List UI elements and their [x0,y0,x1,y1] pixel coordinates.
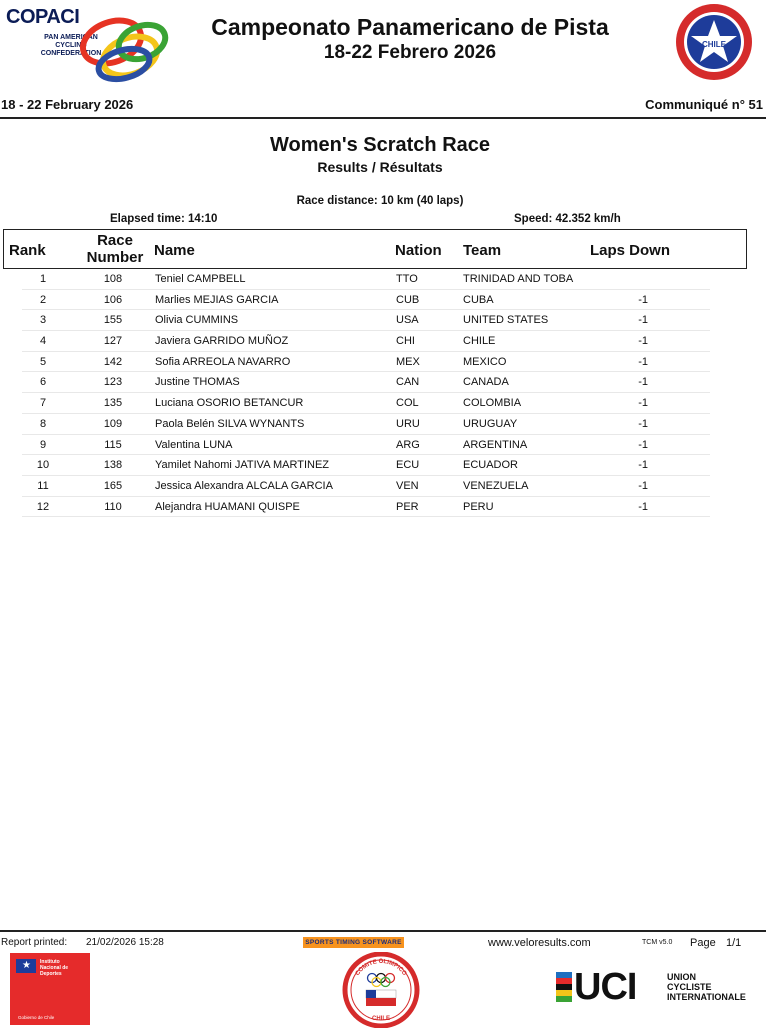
uci-name-line: CYCLISTE [667,982,712,992]
page-label: Page [690,937,716,949]
cell-rank: 8 [39,417,47,430]
cell-rank: 5 [39,355,47,368]
report-printed-label: Report printed: [1,937,68,948]
race-title: Women's Scratch Race [269,134,491,156]
uci-full-name [667,972,746,1002]
cell-team: MEXICO [463,355,507,368]
cell-rank: 10 [36,459,50,472]
cell-name: Yamilet Nahomi JATIVA MARTINEZ [155,459,330,472]
copaci-brand: COPACI [6,6,80,28]
cell-laps-down: -1 [638,438,648,451]
elapsed-time: Elapsed time: 14:10 [110,213,218,225]
results-table-header [3,229,747,269]
cell-team: UNITED STATES [463,314,549,327]
uci-logo [556,968,766,1008]
copaci-wheels-icon [72,12,172,84]
column-header-team: Team [463,242,502,259]
cell-race-number: 142 [103,355,123,368]
cell-team: TRINIDAD AND TOBA [463,273,574,285]
cell-laps-down: -1 [638,500,648,513]
cell-nation: COL [396,397,419,410]
table-row [0,435,777,456]
cell-team: PERU [463,500,494,513]
table-row [0,414,777,435]
report-printed-value: 21/02/2026 15:28 [86,937,164,948]
communique-number: Communiqué n° 51 [645,97,763,112]
olympic-committee-country: CHILE [372,1016,390,1022]
uci-wordmark: UCI [574,966,637,1008]
cell-team: CANADA [463,376,509,389]
ind-logo-line: Instituto [40,959,60,965]
event-dates: 18-22 Febrero 2026 [323,42,497,63]
cell-rank: 7 [39,397,47,410]
cell-nation: URU [396,417,420,430]
cell-race-number: 127 [103,335,123,348]
column-header-race-number [79,232,151,266]
cell-name: Javiera GARRIDO MUÑOZ [155,335,289,348]
cell-race-number: 106 [103,293,123,306]
cell-rank: 12 [36,500,50,513]
cell-nation: TTO [396,273,418,285]
cell-race-number: 135 [103,397,123,410]
cell-name: Olivia CUMMINS [155,314,239,327]
website-link[interactable]: www.veloresults.com [488,937,591,949]
cell-name: Valentina LUNA [155,438,233,451]
cell-nation: MEX [396,355,420,368]
cell-rank: 9 [39,438,47,451]
cell-nation: ECU [396,459,420,472]
cell-name: Teniel CAMPBELL [155,273,246,285]
cell-laps-down: -1 [638,293,648,306]
cell-laps-down: -1 [638,417,648,430]
column-header-race-number-line: Number [86,249,144,266]
cell-team: ECUADOR [463,459,519,472]
column-header-rank: Rank [9,242,46,259]
cell-nation: CHI [396,335,415,348]
table-row [0,497,777,518]
cell-race-number: 115 [104,438,122,451]
chile-badge-text: CHILE [702,40,726,49]
table-row [0,331,777,352]
tcm-version: TCM v5.0 [642,939,673,946]
cell-team: ARGENTINA [463,438,528,451]
sports-timing-software-logo: SPORTS TIMING SOFTWARE [303,937,404,948]
cell-race-number: 165 [103,479,123,492]
chile-federation-logo [674,2,754,82]
uci-rainbow-bars-icon [556,972,572,1002]
cell-name: Marlies MEJIAS GARCIA [155,293,279,306]
table-row [0,352,777,373]
cell-laps-down: -1 [638,314,648,327]
table-row [0,393,777,414]
cell-laps-down: -1 [638,335,648,348]
cell-nation: PER [396,500,419,513]
olympic-committee-emblem-icon [342,952,420,1028]
cell-race-number: 155 [103,314,123,327]
cell-name: Sofia ARREOLA NAVARRO [155,355,291,368]
header-date-range: 18 - 22 February 2026 [1,97,134,112]
table-row [0,455,777,476]
cell-race-number: 138 [103,459,123,472]
ind-logo [10,953,90,1025]
table-row [0,476,777,497]
star-icon: ★ [22,960,31,971]
copaci-logo [2,4,174,84]
table-row [0,310,777,331]
cell-laps-down: -1 [638,397,648,410]
table-row [0,290,777,311]
copaci-sub-line: PAN AMERICAN [44,34,98,41]
cell-laps-down: -1 [638,479,648,492]
copaci-sub-line: CYCLING [55,42,87,49]
race-subtitle: Results / Résultats [317,159,443,175]
results-table-body [0,269,777,517]
ind-logo-line: Nacional de [40,965,69,971]
column-header-laps-down: Laps Down [590,242,671,259]
cell-race-number: 110 [104,500,122,513]
cell-laps-down: -1 [638,376,648,389]
cell-rank: 6 [39,376,47,389]
cell-team: COLOMBIA [463,397,522,410]
event-title: Campeonato Panamericano de Pista [211,14,609,40]
page-number: 1/1 [726,937,742,949]
cell-nation: ARG [396,438,420,451]
cell-name: Justine THOMAS [155,376,240,389]
column-header-name: Name [154,242,195,259]
cell-rank: 11 [37,479,49,492]
copaci-sub-line: CONFEDERATION [40,50,102,57]
olympic-committee-ring-text: COMITE OLIMPICO [354,959,408,977]
cell-rank: 4 [39,335,47,348]
cell-name: Luciana OSORIO BETANCUR [155,397,304,410]
cell-nation: CUB [396,293,420,306]
table-row [0,372,777,393]
race-speed: Speed: 42.352 km/h [514,213,621,225]
chile-olympic-committee-logo [342,952,420,1028]
cell-race-number: 108 [103,273,123,285]
cell-team: VENEZUELA [463,479,529,492]
ind-logo-text [40,959,88,977]
ind-logo-line: Gobierno de Chile [18,1015,55,1020]
uci-name-line: UNION [667,972,696,982]
cell-team: URUGUAY [463,417,518,430]
cell-rank: 3 [39,314,47,327]
cell-race-number: 123 [103,376,123,389]
table-row [0,269,777,290]
uci-name-line: INTERNATIONALE [667,992,746,1002]
cell-nation: CAN [396,376,420,389]
column-header-race-number-line: Race [97,232,133,249]
cell-laps-down: -1 [638,459,648,472]
cell-name: Alejandra HUAMANI QUISPE [155,500,300,513]
cell-name: Jessica Alexandra ALCALA GARCIA [155,479,333,492]
cell-name: Paola Belén SILVA WYNANTS [155,417,305,430]
cell-team: CUBA [463,293,494,306]
cell-rank: 1 [39,273,47,285]
header-divider [0,117,766,119]
race-distance: Race distance: 10 km (40 laps) [296,195,464,207]
cell-laps-down: -1 [638,355,648,368]
cell-nation: VEN [396,479,419,492]
footer-divider [0,930,766,932]
ind-logo-line: Deportes [40,971,62,977]
cell-team: CHILE [463,335,496,348]
cell-nation: USA [396,314,419,327]
cell-race-number: 109 [103,417,123,430]
column-header-nation: Nation [395,242,442,259]
chile-federation-emblem-icon [674,2,754,82]
cell-rank: 2 [39,293,47,306]
